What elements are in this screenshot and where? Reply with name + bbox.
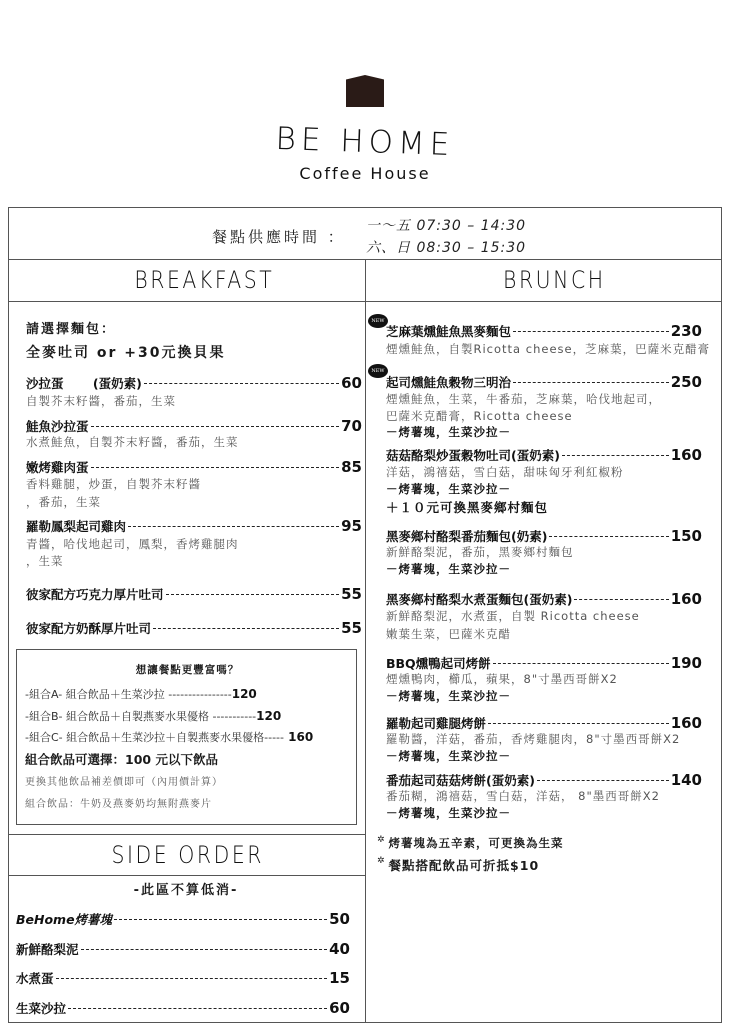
item-desc: 新鮮酪梨泥，番茄，黑麥鄉村麵包 bbox=[386, 545, 574, 559]
item-name: 嫩烤雞肉蛋 bbox=[26, 460, 89, 475]
menu-item-choc-toast bbox=[26, 585, 362, 603]
combo-title: 想讓餐點更豐富嗎？ bbox=[135, 664, 240, 676]
item-desc: ，生菜 bbox=[26, 554, 64, 568]
leader-dots: ----------- bbox=[212, 710, 257, 723]
item-name: 芝麻葉燻鮭魚黑麥麵包 bbox=[386, 324, 512, 339]
item-desc: 嫩葉生菜，巴薩米克醋 bbox=[386, 627, 511, 641]
item-desc: 煙燻鴨肉，櫛瓜，蘋果，8"寸墨西哥餅X2 bbox=[386, 672, 618, 686]
item-price: 140 bbox=[670, 771, 702, 789]
brunch-item-mushroom-toast bbox=[386, 446, 702, 464]
brunch-title: BRUNCH bbox=[503, 266, 606, 294]
bread-prompt: 請選擇麵包： bbox=[26, 322, 117, 337]
new-badge: NEW bbox=[368, 364, 388, 378]
leader-dots bbox=[91, 467, 340, 468]
item-price: 95 bbox=[341, 517, 362, 535]
item-price: 190 bbox=[670, 654, 702, 672]
bread-option: 全麥吐司 or +30元換貝果 bbox=[26, 345, 226, 361]
item-price: 15 bbox=[329, 969, 350, 987]
leader-dots bbox=[68, 1008, 327, 1009]
item-price: 230 bbox=[670, 322, 702, 340]
divider bbox=[8, 875, 365, 876]
leader-dots bbox=[513, 331, 669, 332]
leader-dots bbox=[56, 978, 328, 979]
combo-price: 120 bbox=[256, 709, 282, 723]
item-side-note: －烤薯塊，生菜沙拉－ bbox=[386, 562, 511, 576]
brand-subtitle: Coffee House bbox=[299, 164, 431, 183]
sparkle-icon: ✲ bbox=[377, 835, 386, 845]
item-desc: 煙燻鮭魚，生菜，牛番茄，芝麻葉，哈伐地起司， bbox=[386, 392, 661, 406]
item-side-note: －烤薯塊，生菜沙拉－ bbox=[386, 689, 511, 703]
item-price: 55 bbox=[341, 585, 362, 603]
footnote-text: 烤薯塊為五辛素，可更換為生菜 bbox=[388, 836, 564, 850]
side-item-potato bbox=[16, 910, 350, 928]
brunch-item-bbq-duck bbox=[386, 654, 702, 672]
item-name: 菇菇酪梨炒蛋穀物吐司(蛋奶素) bbox=[386, 448, 560, 463]
brunch-item-salmon-sandwich bbox=[386, 373, 702, 391]
combo-note: 更換其他飲品補差價即可（內用價計算） bbox=[25, 777, 223, 788]
leader-dots bbox=[144, 383, 339, 384]
menu-item-chicken-egg bbox=[26, 458, 362, 476]
item-desc: 青醬，哈伐地起司，鳳梨，香烤雞腿肉 bbox=[26, 537, 239, 551]
combo-note: 組合飲品：牛奶及燕麥奶均無附燕麥片 bbox=[25, 799, 212, 810]
combo-label: -組合A- 組合飲品＋生菜沙拉 bbox=[25, 688, 169, 701]
hours-weekend: 六、日 08:30 – 15:30 bbox=[366, 240, 527, 256]
item-desc: 新鮮酪梨泥，水煮蛋，自製 Ricotta cheese bbox=[386, 609, 640, 623]
item-price: 40 bbox=[329, 940, 350, 958]
combo-option-c bbox=[25, 729, 313, 745]
leader-dots bbox=[114, 919, 327, 920]
combo-price: 160 bbox=[283, 730, 314, 744]
leader-dots bbox=[549, 536, 668, 537]
item-name: BBQ燻鴨起司烤餅 bbox=[386, 656, 491, 671]
item-side-note: －烤薯塊，生菜沙拉－ bbox=[386, 749, 511, 763]
leader-dots bbox=[493, 663, 669, 664]
leader-dots bbox=[574, 599, 668, 600]
breakfast-title: BREAKFAST bbox=[134, 266, 275, 294]
combo-option-b bbox=[25, 708, 281, 724]
item-price: 60 bbox=[341, 374, 362, 392]
item-name: 彼家配方巧克力厚片吐司 bbox=[26, 587, 164, 602]
item-upgrade-note: ＋１０元可換黑麥鄉村麵包 bbox=[386, 500, 549, 515]
item-name: 番茄起司菇菇烤餅(蛋奶素) bbox=[386, 773, 535, 788]
footnote-text: 餐點搭配飲品可折抵$10 bbox=[388, 858, 540, 873]
item-desc: 自製芥末籽醬，番茄，生菜 bbox=[26, 394, 176, 408]
item-name: 新鮮酪梨泥 bbox=[16, 942, 79, 957]
brunch-item-avocado-tomato bbox=[386, 527, 702, 545]
brunch-item-basil-chicken bbox=[386, 714, 702, 732]
combo-box bbox=[16, 649, 357, 825]
item-desc: 煙燻鮭魚，自製Ricotta cheese，芝麻葉，巴薩米克醋膏 bbox=[386, 342, 711, 356]
item-price: 85 bbox=[341, 458, 362, 476]
item-price: 150 bbox=[670, 527, 702, 545]
leader-dots bbox=[537, 780, 669, 781]
new-badge: NEW bbox=[368, 314, 388, 328]
footnote bbox=[377, 856, 539, 874]
item-price: 55 bbox=[341, 619, 362, 637]
combo-label: -組合C- 組合飲品＋生菜沙拉＋自製燕麥水果優格 bbox=[25, 731, 265, 744]
sparkle-icon: ✲ bbox=[377, 856, 386, 866]
side-item-boiled-egg bbox=[16, 969, 350, 987]
item-side-note: －烤薯塊，生菜沙拉－ bbox=[386, 806, 511, 820]
brunch-item-tomato-mushroom bbox=[386, 771, 702, 789]
item-price: 160 bbox=[670, 590, 702, 608]
combo-option-a bbox=[25, 686, 257, 702]
leader-dots: ---------------- bbox=[168, 688, 232, 701]
item-desc: 番茄糊，鴻禧菇，雪白菇，洋菇， 8"墨西哥餅X2 bbox=[386, 789, 660, 803]
item-side-note: －烤薯塊，生菜沙拉－ bbox=[386, 482, 511, 496]
leader-dots bbox=[513, 382, 669, 383]
menu-item-milk-toast bbox=[26, 619, 362, 637]
item-name: 黑麥鄉村酪梨番茄麵包(奶素) bbox=[386, 529, 548, 544]
combo-price: 120 bbox=[231, 687, 257, 701]
item-name: 黑麥鄉村酪梨水煮蛋麵包(蛋奶素) bbox=[386, 592, 573, 607]
item-name: 起司燻鮭魚穀物三明治 bbox=[386, 375, 512, 390]
item-desc: 巴薩米克醋膏，Ricotta cheese bbox=[386, 409, 573, 423]
item-price: 60 bbox=[329, 999, 350, 1017]
brunch-item-arugula-salmon bbox=[386, 322, 702, 340]
item-price: 50 bbox=[329, 910, 350, 928]
leader-dots bbox=[128, 526, 339, 527]
item-name: 水煮蛋 bbox=[16, 971, 54, 986]
combo-label: -組合B- 組合飲品＋自製燕麥水果優格 bbox=[25, 710, 213, 723]
item-name: 生菜沙拉 bbox=[16, 1001, 67, 1016]
leader-dots bbox=[166, 594, 340, 595]
divider bbox=[8, 834, 365, 835]
item-name: BeHome烤薯塊 bbox=[16, 912, 113, 927]
item-desc: 香料雞腿，炒蛋，自製芥末籽醬 bbox=[26, 477, 201, 491]
item-price: 160 bbox=[670, 446, 702, 464]
side-order-title: SIDE ORDER bbox=[111, 841, 265, 869]
leader-dots bbox=[81, 949, 328, 950]
brunch-item-avocado-egg bbox=[386, 590, 702, 608]
menu-item-salad-egg bbox=[26, 374, 362, 392]
item-desc: ，番茄，生菜 bbox=[26, 495, 101, 509]
menu-item-basil-pineapple bbox=[26, 517, 362, 535]
item-name: 彼家配方奶酥厚片吐司 bbox=[26, 621, 152, 636]
item-name: 羅勒鳳梨起司雞肉 bbox=[26, 519, 127, 534]
item-name: 羅勒起司雞腿烤餅 bbox=[386, 716, 487, 731]
item-price: 250 bbox=[670, 373, 702, 391]
divider bbox=[365, 259, 366, 1023]
combo-drink-rule: 組合飲品可選擇：100 元以下飲品 bbox=[25, 752, 218, 767]
item-price: 160 bbox=[670, 714, 702, 732]
leader-dots bbox=[91, 426, 340, 427]
side-item-avocado bbox=[16, 940, 350, 958]
leader-dots bbox=[488, 723, 669, 724]
item-desc: 羅勒醬，洋菇，番茄，香烤雞腿肉，8"寸墨西哥餅X2 bbox=[386, 732, 681, 746]
side-item-salad bbox=[16, 999, 350, 1017]
side-order-subtitle: -此區不算低消- bbox=[133, 883, 239, 898]
leader-dots bbox=[153, 628, 339, 629]
item-desc: 水煮鮭魚，自製芥末籽醬，番茄，生菜 bbox=[26, 435, 239, 449]
hours-label: 餐點供應時間 ： bbox=[212, 228, 346, 246]
item-name: 鮭魚沙拉蛋 bbox=[26, 419, 89, 434]
item-desc: 洋菇，鴻禧菇，雪白菇，甜味匈牙利紅椒粉 bbox=[386, 465, 624, 479]
leader-dots: ----- bbox=[264, 731, 284, 744]
leader-dots bbox=[562, 455, 669, 456]
menu-item-salmon-salad-egg bbox=[26, 417, 362, 435]
house-icon bbox=[346, 75, 384, 107]
brand-name: BE HOME bbox=[275, 120, 455, 164]
item-side-note: －烤薯塊，生菜沙拉－ bbox=[386, 425, 511, 439]
footnote bbox=[377, 835, 564, 851]
item-price: 70 bbox=[341, 417, 362, 435]
item-name: 沙拉蛋 (蛋奶素) bbox=[26, 376, 142, 391]
hours-weekday: 一～五 07:30 – 14:30 bbox=[366, 218, 527, 234]
